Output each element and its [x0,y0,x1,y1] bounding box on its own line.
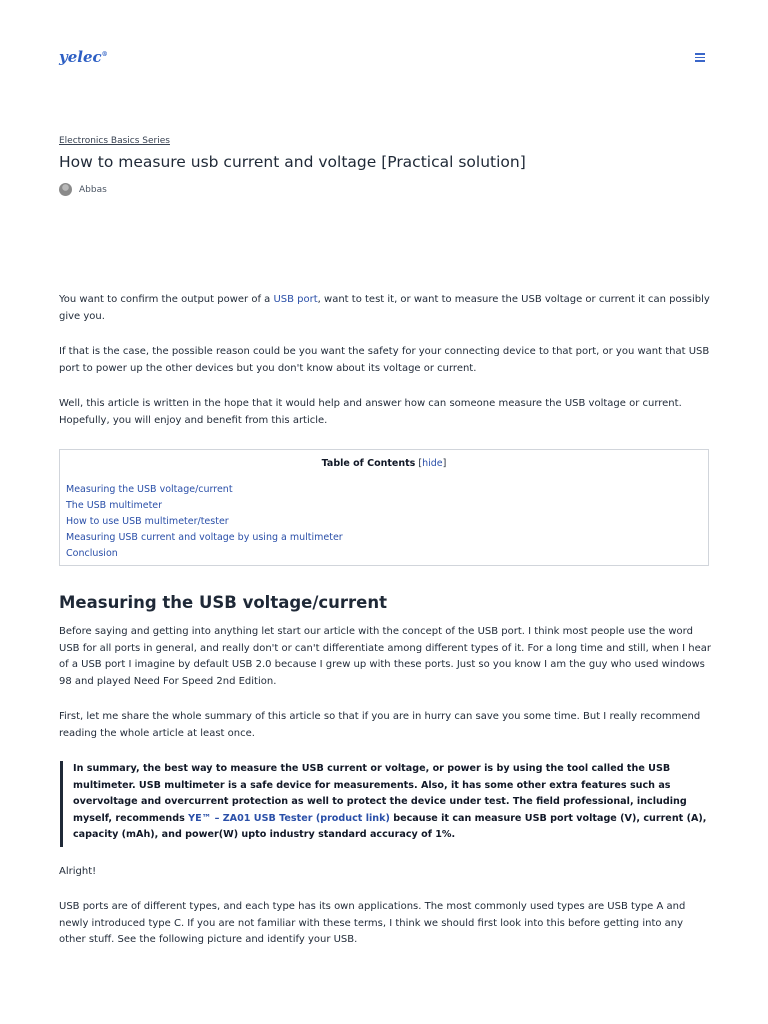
toc-hide-toggle[interactable]: [hide] [418,458,447,469]
section-paragraph-2 [59,709,711,742]
intro-text: You want to confirm the output power of a [59,294,274,305]
toc-item[interactable]: Measuring USB current and voltage by using a multimeter [66,532,343,543]
paragraph-text: Well, this article is written in the hope that it would help and answer how can someone measure the USB voltage or current. Hopefully, you will enjoy and benefit from this article. [59,398,682,426]
section-paragraph-1 [59,624,711,690]
category-link[interactable]: Electronics Basics Series [59,136,170,146]
table-of-contents [59,449,709,566]
author-byline [59,183,711,196]
paragraph-text: If that is the case, the possible reason could be you want the safety for your connecting device to that port, or you want that USB port to power up the other devices but you don't know about its voltage or current. [59,346,710,374]
paragraph-text: Alright! [59,866,97,877]
section-paragraph-3 [59,864,711,881]
site-header [0,0,768,110]
quote-text: because it can measure USB port voltage (V), current (A), capacity (mAh), and power(W) upto industry standard accuracy of 1%. [73,812,707,840]
author-name[interactable]: Abbas [79,184,107,195]
toc-header [60,458,708,469]
site-logo[interactable] [59,48,108,66]
usb-port-link[interactable]: USB port [273,294,318,305]
intro-paragraph-2 [59,344,711,377]
paragraph-text: Before saying and getting into anything let start our article with the concept of the USB port. I think most people use the word USB for all ports in general, and really don't or can't differentiate among different types of it. For a long time and still, when I hear of a USB port I imagine by default USB 2.0 because I grew up with these ports. Just so you know I am the guy who used windows 98 and played Need For Speed 2nd Edition. [59,626,711,687]
toc-title: Table of Contents [321,458,416,469]
section-paragraph-4 [59,899,711,949]
product-link[interactable]: YE™ – ZA01 USB Tester [188,812,313,824]
intro-text: , want to test it, or want to measure the USB voltage or current it can possibly give you. [59,294,710,322]
product-link-note[interactable]: (product link) [315,812,390,824]
toc-list [66,482,343,562]
paragraph-text: First, let me share the whole summary of this article so that if you are in hurry can save you some time. But I really recommend reading the whole article at least once. [59,711,701,739]
toc-item[interactable]: The USB multimeter [66,500,163,511]
toc-hide-label[interactable]: hide [422,458,443,469]
hamburger-line [695,60,705,62]
hamburger-line [695,57,705,59]
summary-blockquote [60,761,710,847]
hamburger-icon[interactable] [695,53,705,61]
logo-mark: ® [101,51,108,58]
toc-item[interactable]: Conclusion [66,548,118,559]
intro-paragraph-3 [59,396,711,429]
toc-item[interactable]: Measuring the USB voltage/current [66,484,233,495]
intro-paragraph-1 [59,292,711,325]
toc-item[interactable]: How to use USB multimeter/tester [66,516,229,527]
avatar [59,183,72,196]
hamburger-line [695,53,705,55]
paragraph-text: USB ports are of different types, and each type has its own applications. The most commonly used types are USB type A and newly introduced type C. If you are not familiar with these terms, I think we should first look into this before getting into any other stuff. See the following picture and identify your USB. [59,901,686,945]
section-heading: Measuring the USB voltage/current [59,593,388,612]
quote-text: In summary, the best way to measure the USB current or voltage, or power is by using the tool called the USB multimeter. USB multimeter is a safe device for measurements. Also, it has some other extra features such as overvoltage and overcurrent protection as well to protect the device under test. The field professional, including myself, recommends [73,763,687,824]
logo-text: yelec [59,48,102,66]
page-title: How to measure usb current and voltage [Practical solution] [59,153,526,171]
